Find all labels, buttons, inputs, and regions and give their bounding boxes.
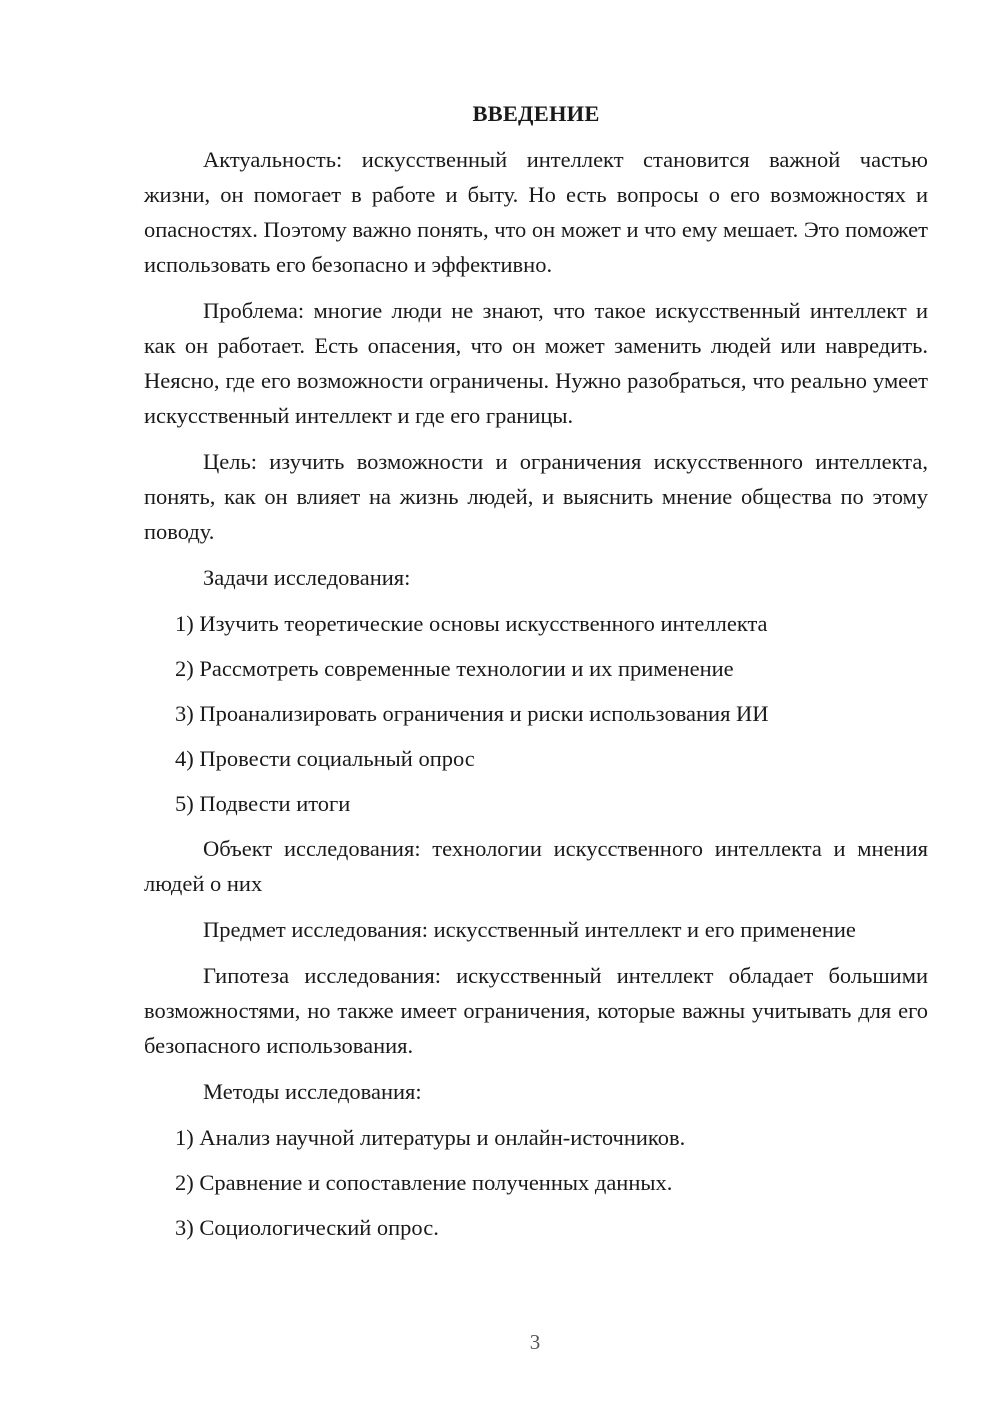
page-number: 3 xyxy=(529,1330,541,1354)
method-item: 2) Сравнение и сопоставление полученных данных. xyxy=(175,1170,673,1195)
task-item: 3) Проанализировать ограничения и риски использования ИИ xyxy=(175,701,769,726)
section-title: ВВЕДЕНИЕ xyxy=(472,101,600,126)
goal-paragraph: Цель: изучить возможности и ограничения искусственного интеллекта, понять, как он влияет на жизнь людей, и выяснить мнение общества по этому поводу. xyxy=(144,449,928,544)
hypothesis-paragraph: Гипотеза исследования: искусственный интеллект обладает большими возможностями, но также имеет ограничения, которые важны учитывать для его безопасного использования. xyxy=(144,963,928,1058)
object-paragraph: Объект исследования: технологии искусственного интеллекта и мнения людей о них xyxy=(144,836,928,896)
method-item: 1) Анализ научной литературы и онлайн-источников. xyxy=(175,1125,686,1150)
task-item: 2) Рассмотреть современные технологии и их применение xyxy=(175,656,734,681)
tasks-label: Задачи исследования: xyxy=(203,565,411,590)
task-item: 1) Изучить теоретические основы искусственного интеллекта xyxy=(175,611,768,636)
task-item: 5) Подвести итоги xyxy=(175,791,351,816)
task-item: 4) Провести социальный опрос xyxy=(175,746,475,771)
document-body xyxy=(144,96,928,1255)
method-item: 3) Социологический опрос. xyxy=(175,1215,439,1240)
methods-list xyxy=(144,1120,928,1245)
methods-label: Методы исследования: xyxy=(203,1079,422,1104)
subject-paragraph: Предмет исследования: искусственный интеллект и его применение xyxy=(203,917,856,942)
tasks-list xyxy=(144,606,928,821)
relevance-paragraph: Актуальность: искусственный интеллект становится важной частью жизни, он помогает в работе и быту. Но есть вопросы о его возможностях и опасностях. Поэтому важно понять, что он может и что ему мешает. Это поможет использовать его безопасно и эффективно. xyxy=(144,147,928,277)
problem-paragraph: Проблема: многие люди не знают, что такое искусственный интеллект и как он работает. Есть опасения, что он может заменить людей или навредить. Неясно, где его возможности ограничены. Нужно разобраться, что реально умеет искусственный интеллект и где его границы. xyxy=(144,298,928,428)
